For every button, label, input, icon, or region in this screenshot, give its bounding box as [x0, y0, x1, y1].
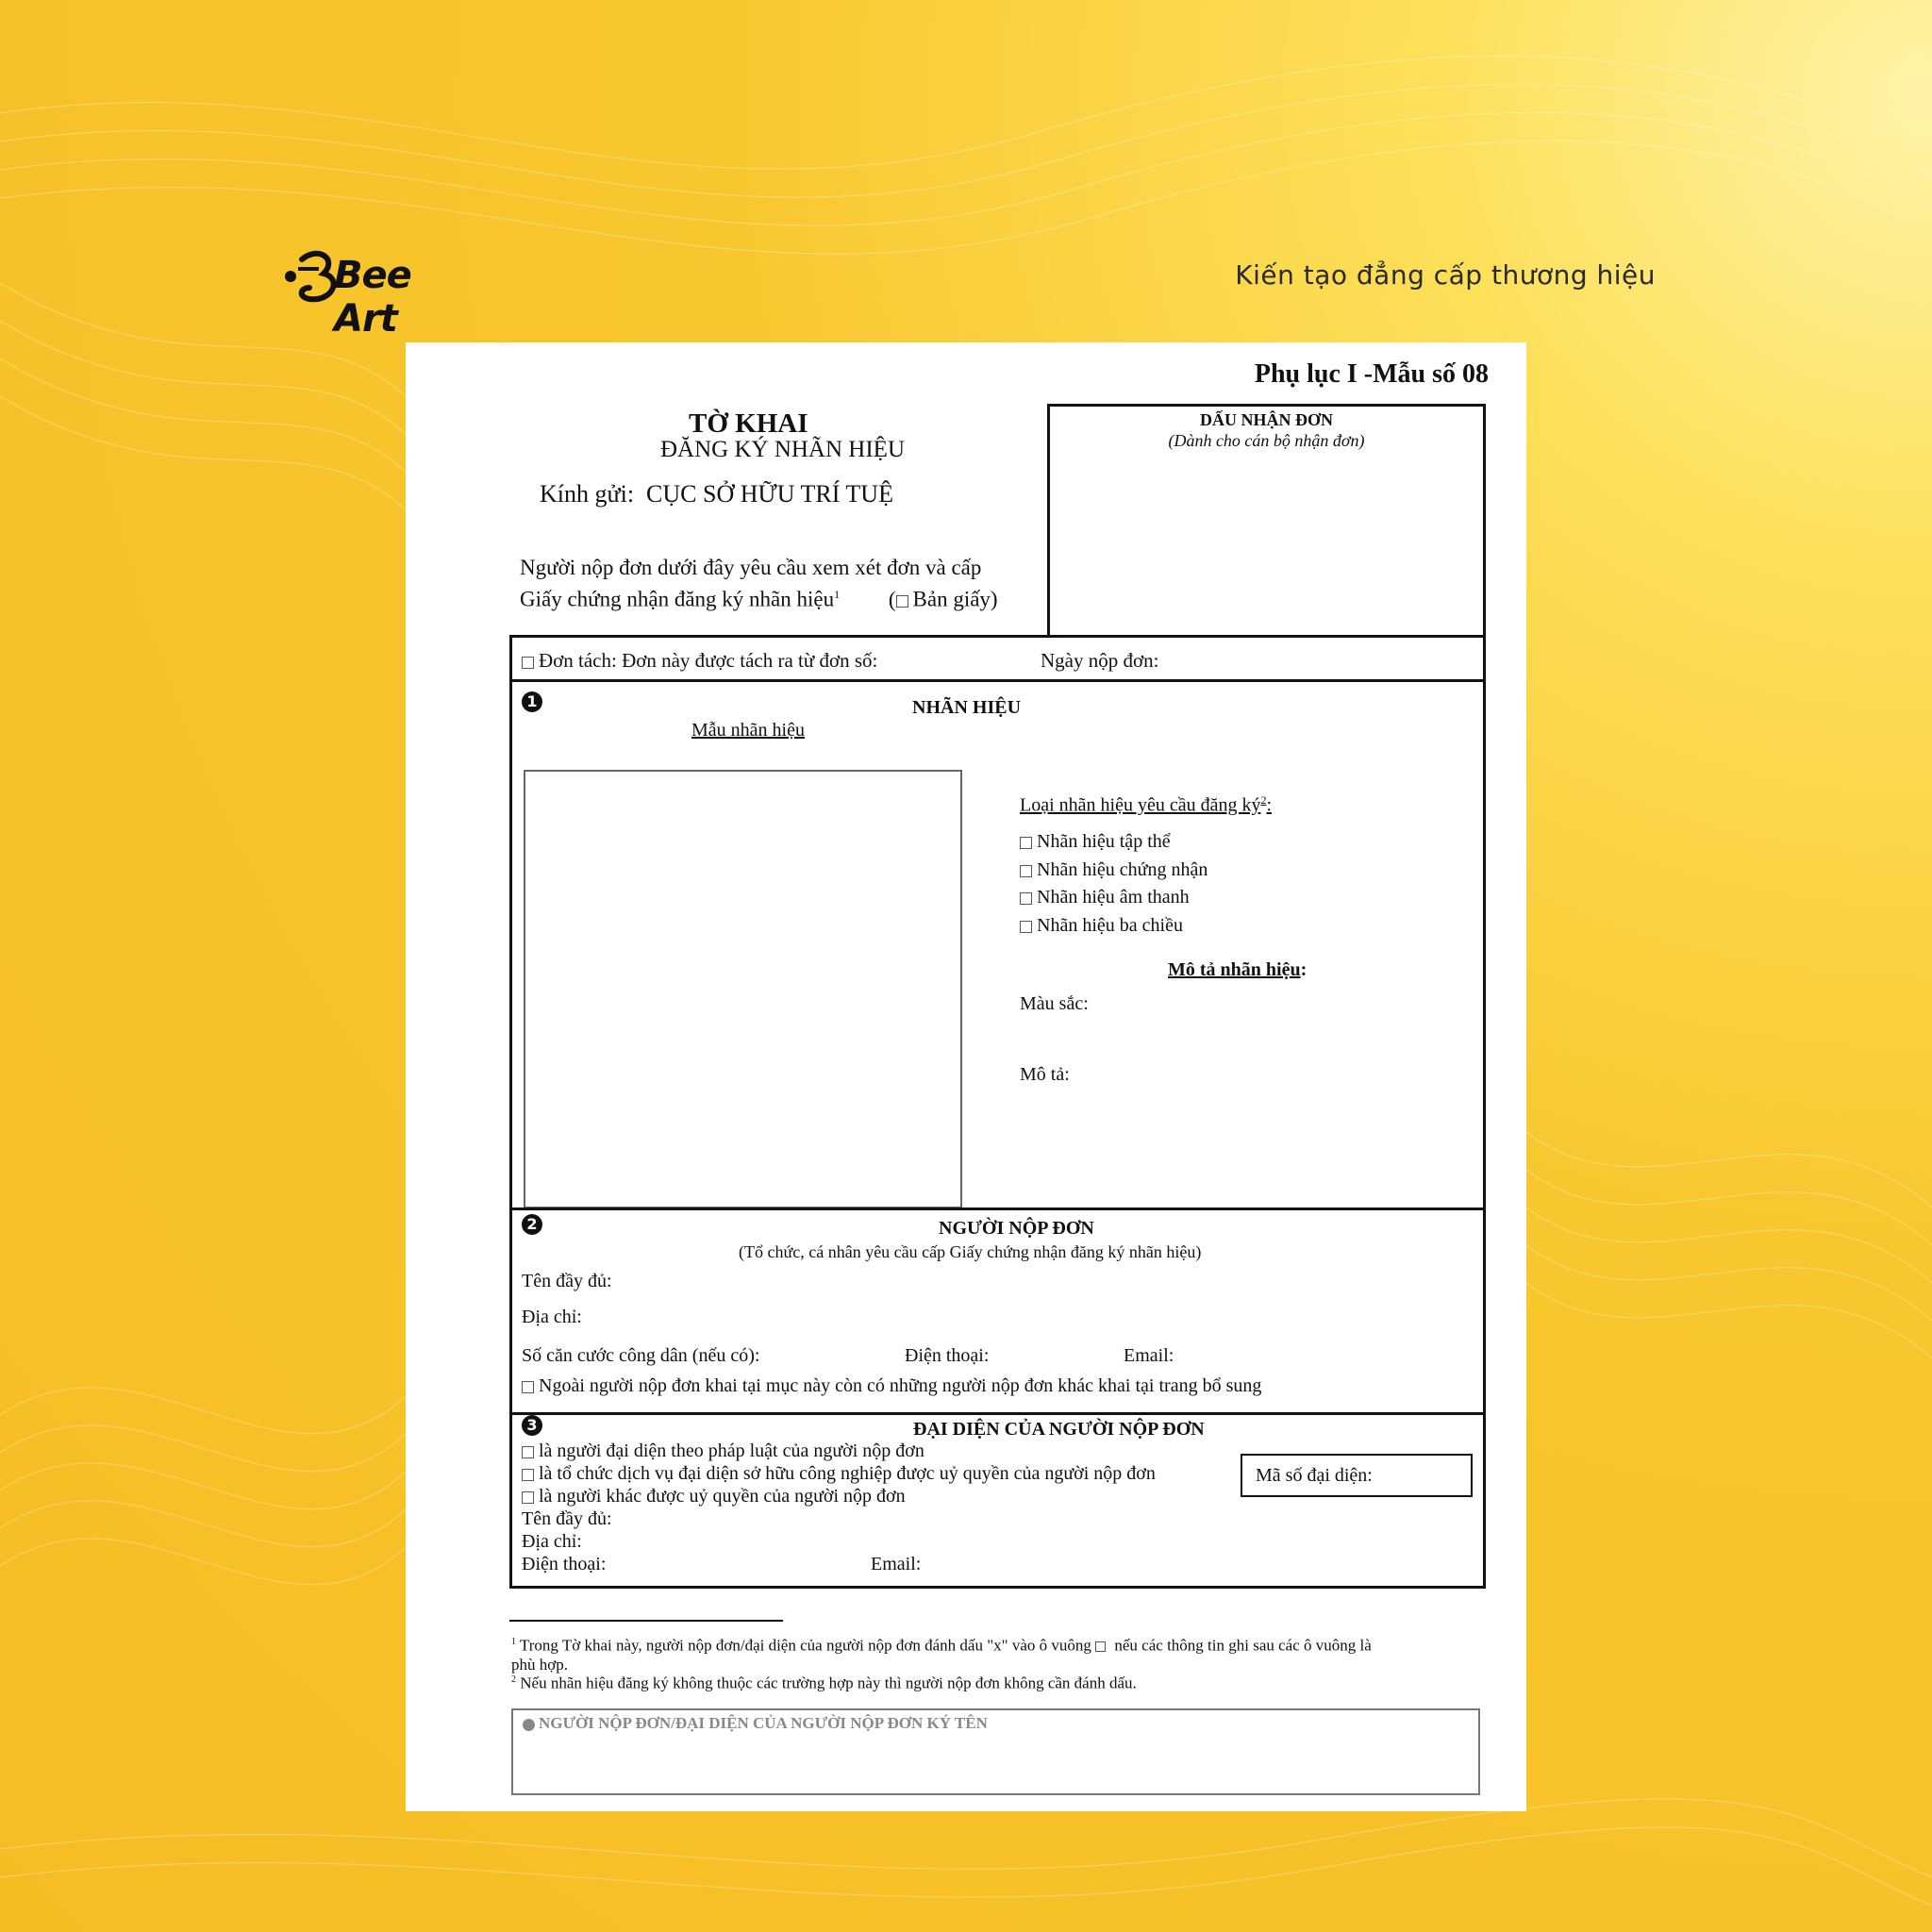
rep-address-label: Địa chỉ: [522, 1531, 582, 1552]
applicant-email-label: Email: [1124, 1345, 1174, 1366]
other-applicants-checkbox[interactable] [522, 1381, 534, 1393]
type-sound-checkbox[interactable] [1020, 892, 1032, 905]
rep-code-label: Mã số đại diện: [1256, 1465, 1373, 1486]
signature-bullet-icon [523, 1719, 535, 1731]
trademark-application-form [406, 342, 1526, 1811]
type-three-dimensional: Nhãn hiệu ba chiều [1020, 915, 1183, 937]
section-2-subtitle: (Tổ chức, cá nhân yêu cầu cấp Giấy chứng nhận đăng ký nhãn hiệu) [739, 1242, 1202, 1261]
signature-box[interactable] [511, 1708, 1480, 1795]
paper-copy-checkbox[interactable] [896, 595, 908, 608]
applicant-address-label: Địa chỉ: [522, 1307, 582, 1327]
receipt-stamp-box [1047, 404, 1486, 638]
recipient-name: CỤC SỞ HỮU TRÍ TUỆ [646, 480, 893, 508]
brand-logo [281, 241, 470, 341]
applicant-id-label: Số căn cước công dân (nếu có): [522, 1345, 760, 1366]
section-2-number: 2 [522, 1214, 542, 1235]
rep-service-checkbox[interactable] [522, 1469, 534, 1481]
rep-legal-checkbox[interactable] [522, 1446, 534, 1458]
rep-fullname-label: Tên đầy đủ: [522, 1508, 612, 1529]
section-applicant [509, 1208, 1486, 1415]
form-title: TỜ KHAI [689, 408, 808, 439]
stamp-subtitle: (Dành cho cán bộ nhận đơn) [1168, 431, 1365, 450]
section-trademark [509, 679, 1486, 1210]
split-application-row [509, 635, 1486, 682]
type-certification-checkbox[interactable] [1020, 865, 1032, 877]
trademark-sample-label: Mẫu nhãn hiệu [691, 720, 805, 741]
brand-name: Bee Art [334, 254, 411, 341]
type-3d-checkbox[interactable] [1020, 921, 1032, 933]
type-collective: Nhãn hiệu tập thể [1020, 831, 1171, 853]
type-sound: Nhãn hiệu âm thanh [1020, 887, 1190, 908]
footnote-divider [509, 1620, 783, 1622]
section-3-number: 3 [522, 1415, 542, 1436]
paper-copy-label: Bản giấy) [912, 587, 998, 611]
applicant-fullname-label: Tên đầy đủ: [522, 1271, 612, 1291]
section-3-title: ĐẠI DIỆN CỦA NGƯỜI NỘP ĐƠN [913, 1419, 1205, 1440]
type-certification: Nhãn hiệu chứng nhận [1020, 859, 1208, 881]
bee-logo-icon [281, 241, 338, 316]
recipient-label: Kính gửi: [540, 480, 635, 508]
brand-tagline: Kiến tạo đẳng cấp thương hiệu [1235, 259, 1656, 291]
rep-option-legal: là người đại diện theo pháp luật của người nộp đơn [522, 1441, 924, 1462]
rep-email-label: Email: [871, 1554, 922, 1574]
rep-code-box[interactable] [1241, 1454, 1473, 1497]
rep-phone-label: Điện thoại: [522, 1554, 607, 1574]
request-line-1: Người nộp đơn dưới đây yêu cầu xem xét đơn và cấp [520, 556, 982, 579]
color-label: Màu sắc: [1020, 993, 1089, 1014]
other-applicants-row: Ngoài người nộp đơn khai tại mục này còn có những người nộp đơn khác khai tại trang bổ sung [522, 1375, 1261, 1397]
request-line-2: Giấy chứng nhận đăng ký nhãn hiệu$^1$ ( Bản giấy) [520, 587, 998, 611]
annex-label: Phụ lục I -Mẫu số 08 [1254, 359, 1489, 389]
footnote-1: $^1$ Trong Tờ khai này, người nộp đơn/đại diện của người nộp đơn đánh dấu "x" vào ô vuông nếu các thông tin ghi sau các ô vuông là phù hợp. [511, 1636, 1372, 1674]
section-2-title: NGƯỜI NỘP ĐƠN [939, 1218, 1094, 1239]
type-collective-checkbox[interactable] [1020, 837, 1032, 849]
signature-label: NGƯỜI NỘP ĐƠN/ĐẠI DIỆN CỦA NGƯỜI NỘP ĐƠN KÝ TÊN [523, 1714, 988, 1733]
trademark-description-heading: Mô tả nhãn hiệu: [1168, 959, 1307, 980]
trademark-type-heading: Loại nhãn hiệu yêu cầu đăng $ký^2$: [1020, 793, 1273, 816]
applicant-phone-label: Điện thoại: [905, 1345, 990, 1366]
request-text [520, 554, 1039, 613]
section-1-number: 1 [522, 691, 542, 712]
section-1-title: NHÃN HIỆU [912, 697, 1022, 718]
split-application-checkbox[interactable] [522, 657, 534, 669]
footnote-checkbox-icon [1095, 1641, 1106, 1652]
description-label: Mô tả: [1020, 1064, 1070, 1085]
rep-option-other: là người khác được uỷ quyền của người nộp đơn [522, 1486, 906, 1507]
filing-date-label: Ngày nộp đơn: [1041, 649, 1159, 672]
rep-other-checkbox[interactable] [522, 1491, 534, 1504]
split-application-label: Đơn tách: Đơn này được tách ra từ đơn số: [539, 649, 878, 672]
section-representative [509, 1412, 1486, 1589]
trademark-sample-box[interactable] [524, 770, 962, 1208]
rep-option-service: là tổ chức dịch vụ đại diện sở hữu công nghiệp được uỷ quyền của người nộp đơn [522, 1463, 1156, 1485]
stamp-title: DẤU NHẬN ĐƠN [1200, 410, 1333, 429]
footnote-2: $^2$ Nếu nhãn hiệu đăng ký không thuộc các trường hợp này thì người nộp đơn không cần đánh dấu. [511, 1674, 1137, 1692]
form-subtitle: ĐĂNG KÝ NHÃN HIỆU [660, 437, 905, 462]
recipient-line [540, 480, 893, 508]
